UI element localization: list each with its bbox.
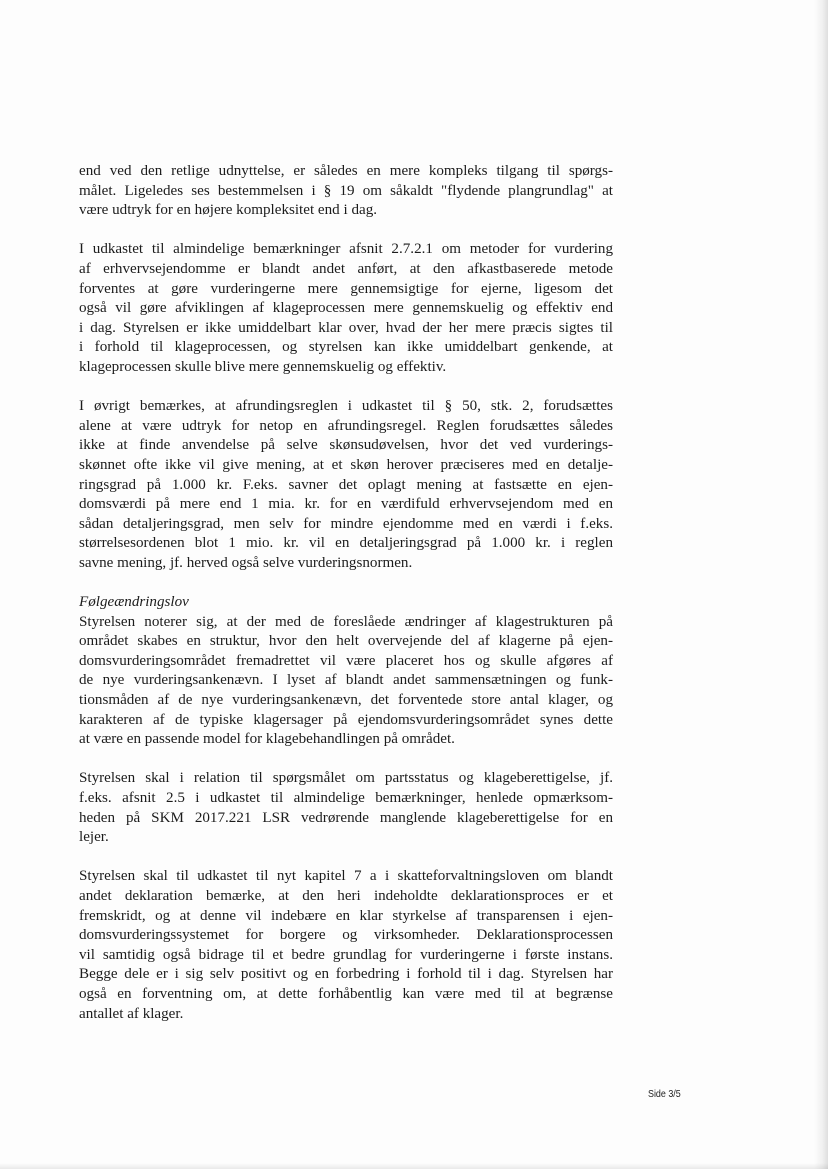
text-line: de nye vurderingsankenævn. I lyset af blandt andet sammensætningen og funk-	[79, 672, 613, 689]
text-line: f.eks. afsnit 2.5 i udkastet til almindelige bemærkninger, henlede opmærksom-	[79, 790, 613, 806]
text-line: også vil gøre afviklingen af klageprocessen mere gennemskuelig og effektiv end	[79, 300, 613, 317]
section-heading: Følgeændringslov	[79, 594, 189, 611]
text-line: karakteren af de typiske klagersager på ejendomsvurderingsområdet synes dette	[79, 711, 613, 728]
text-line: at være en passende model for klagebehandlingen på området.	[79, 731, 455, 748]
text-line: alene at være udtryk for netop en afrundingsregel. Reglen forudsættes således	[79, 417, 613, 434]
scan-bottom-shadow	[0, 1163, 828, 1169]
text-line: savne mening, jf. herved også selve vurderingsnormen.	[79, 554, 413, 571]
text-line: være udtryk for en højere kompleksitet end i dag.	[79, 202, 378, 219]
text-line: ringsgrad på 1.000 kr. F.eks. savner det oplagt mening at fastsætte en ejen-	[79, 476, 613, 493]
text-line: vil samtidig også bidrage til et bedre grundlag for vurderingerne i første instans.	[79, 946, 613, 963]
text-line: i dag. Styrelsen er ikke umiddelbart klar over, hvad der her mere præcis sigtes til	[79, 319, 613, 336]
text-line: I øvrigt bemærkes, at afrundingsreglen i udkastet til § 50, stk. 2, forudsættes	[79, 398, 613, 415]
document-body	[79, 162, 613, 1044]
text-line: området skabes en struktur, hvor den helt overvejende del af klagerne på ejen-	[79, 633, 613, 650]
paragraph	[79, 867, 613, 1024]
text-line: lejer.	[79, 829, 109, 846]
text-line: antallet af klager.	[79, 1005, 184, 1022]
text-line: domsvurderingsområdet fremadrettet vil være placeret hos og skulle afgøres af	[79, 652, 613, 669]
paragraph	[79, 593, 613, 750]
text-line: end ved den retlige udnyttelse, er således en mere kompleks tilgang til spørgs-	[79, 163, 613, 179]
text-line: domsværdi på mere end 1 mia. kr. for en værdifuld erhvervsejendom med en	[79, 496, 613, 513]
text-line: Styrelsen skal til udkastet til nyt kapitel 7 a i skatteforvaltningsloven om blandt	[79, 868, 613, 885]
text-line: Styrelsen skal i relation til spørgsmålet om partsstatus og klageberettigelse, jf.	[79, 770, 613, 787]
text-line: tionsmåden af de nye vurderingsankenævn, det forventede store antal klager, og	[79, 692, 613, 709]
text-line: fremskridt, og at denne vil indebære en klar styrkelse af transparensen i ejen-	[79, 907, 613, 924]
text-line: sådan detaljeringsgrad, men selv for mindre ejendomme med en værdi i f.eks.	[79, 515, 613, 532]
paragraph	[79, 397, 613, 573]
text-line: ikke at finde anvendelse på selve skønsudøvelsen, hvor det ved vurderings-	[79, 437, 613, 454]
text-line: også en forventning om, at dette forhåbentlig kan være med til at begrænse	[79, 985, 613, 1002]
text-line: af erhvervsejendomme er blandt andet anført, at den afkastbaserede metode	[79, 260, 613, 277]
page-number: Side 3/5	[648, 1088, 681, 1100]
text-line: klageprocessen skulle blive mere gennemskuelig og effektiv.	[79, 358, 447, 375]
text-line: skønnet ofte ikke vil give mening, at et skøn herover præciseres med en detalje-	[79, 456, 613, 473]
text-line: i forhold til klageprocessen, og styrelsen kan ikke umiddelbart genkende, at	[79, 339, 613, 356]
text-line: andet deklaration bemærke, at den heri indeholdte deklarationsproces er et	[79, 887, 613, 904]
text-line: Begge dele er i sig selv positivt og en forbedring i forhold til i dag. Styrelsen har	[79, 966, 613, 983]
paragraph	[79, 769, 613, 847]
scan-edge-shadow	[814, 0, 828, 1169]
paragraph	[79, 162, 613, 221]
text-line: Styrelsen noterer sig, at der med de foreslåede ændringer af klagestrukturen på	[79, 613, 613, 630]
text-line: forventes at gøre vurderingerne mere gennemsigtige for ejerne, ligesom det	[79, 280, 613, 297]
text-line: heden på SKM 2017.221 LSR vedrørende manglende klageberettigelse for en	[79, 809, 613, 826]
text-line: størrelsesordenen blot 1 mio. kr. vil en detaljeringsgrad på 1.000 kr. i reglen	[79, 535, 613, 552]
text-line: domsvurderingssystemet for borgere og virksomheder. Deklarationsprocessen	[79, 927, 613, 944]
text-line: I udkastet til almindelige bemærkninger afsnit 2.7.2.1 om metoder for vurdering	[79, 241, 613, 258]
text-line: målet. Ligeledes ses bestemmelsen i § 19 om såkaldt "flydende plangrundlag" at	[79, 182, 613, 199]
paragraph	[79, 240, 613, 377]
